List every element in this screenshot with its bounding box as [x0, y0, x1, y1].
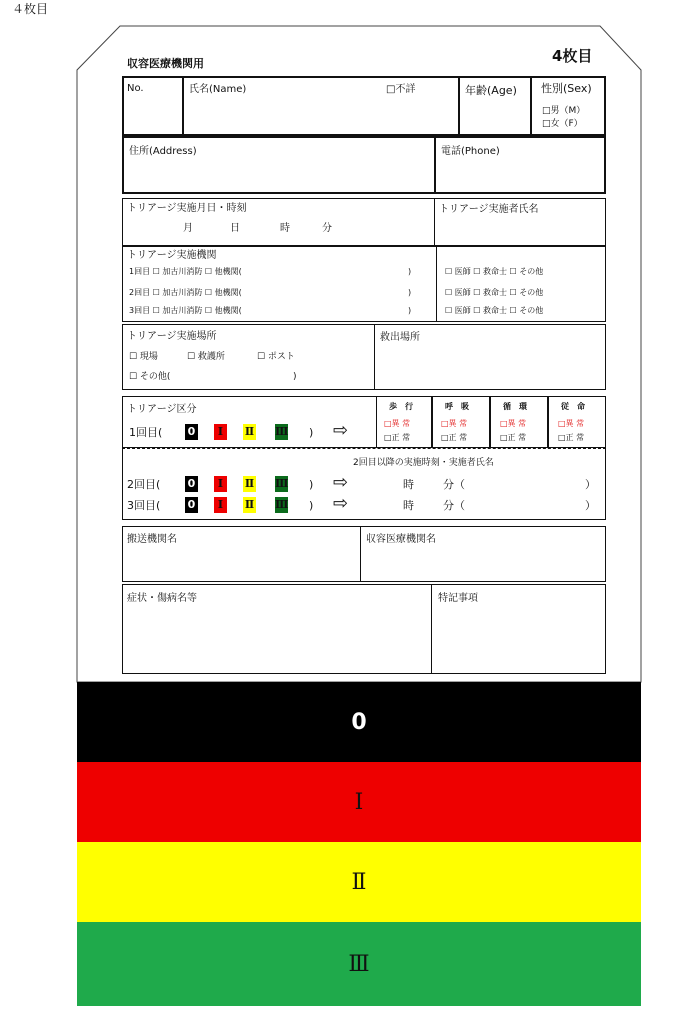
round-1-close: ) [309, 426, 314, 439]
org-row-1-close: ) [408, 267, 412, 276]
round-1-level-1[interactable]: Ⅰ [214, 424, 227, 440]
symptoms-field[interactable] [122, 584, 433, 674]
round-2-label: 2回目( [127, 478, 161, 491]
card-header: 収容医療機関用 [127, 57, 204, 70]
name-label: 氏名(Name) [189, 84, 247, 95]
later-rounds-field [122, 448, 606, 520]
round-2-hour: 時 [403, 478, 414, 491]
round-2-level-3[interactable]: Ⅲ [275, 477, 289, 490]
vital-walk-title: 歩 行 [389, 402, 413, 411]
role-row-2[interactable]: ☐ 医師 ☐ 救命士 ☐ その他 [445, 288, 544, 297]
phone-label: 電話(Phone) [441, 146, 500, 157]
age-field[interactable] [458, 76, 532, 136]
org-row-2-close: ) [408, 288, 412, 297]
place-post-checkbox[interactable]: ☐ ポスト [257, 352, 295, 362]
round-1-arrow-icon: ⇨ [333, 420, 349, 441]
round-2-arrow-icon: ⇨ [333, 472, 349, 493]
triage-class-label: トリアージ区分 [127, 404, 197, 415]
band-level-0[interactable]: 0 [77, 682, 641, 762]
vital-obey-normal[interactable]: □正 常 [558, 433, 585, 442]
round-3-minute-close: ） [585, 499, 596, 512]
sex-field [530, 76, 606, 136]
vital-walk [376, 396, 432, 448]
day-unit: 日 [230, 223, 240, 234]
triage-datetime-field[interactable] [122, 198, 436, 246]
later-times-label: 2回目以降の実施時刻・実施者氏名 [353, 458, 494, 468]
female-checkbox[interactable]: □女（F） [542, 119, 583, 129]
unknown-checkbox[interactable]: □不詳 [386, 84, 416, 95]
transport-org-field[interactable] [122, 526, 362, 582]
round-1-label: 1回目( [129, 426, 163, 439]
vital-circulation-normal[interactable]: □正 常 [500, 433, 527, 442]
no-field[interactable] [122, 76, 184, 136]
round-1-level-3[interactable]: Ⅲ [275, 425, 289, 438]
place-other-checkbox[interactable]: ☐ その他( [129, 372, 171, 382]
round-2-level-1[interactable]: Ⅰ [214, 476, 227, 492]
round-3-close: ) [309, 499, 314, 512]
place-aid-station-checkbox[interactable]: ☐ 救護所 [187, 352, 225, 362]
triage-role-field [436, 246, 606, 322]
org-row-1[interactable]: 1回目 ☐ 加古川消防 ☐ 他機関( [129, 267, 242, 276]
notes-field[interactable] [431, 584, 606, 674]
round-3-level-0[interactable]: 0 [185, 497, 198, 513]
band-level-3[interactable]: Ⅲ [77, 922, 641, 1006]
male-checkbox[interactable]: □男（M） [542, 106, 586, 116]
hour-unit: 時 [280, 223, 290, 234]
vital-circulation-title: 循 環 [503, 402, 527, 411]
band-level-1[interactable]: Ⅰ [77, 762, 641, 842]
notes-label: 特記事項 [438, 593, 478, 604]
name-field[interactable] [182, 76, 460, 136]
symptoms-label: 症状・傷病名等 [127, 593, 197, 604]
rescue-place-field[interactable] [374, 324, 606, 390]
vital-breath-abnormal[interactable]: □異 常 [441, 419, 468, 428]
address-label: 住所(Address) [129, 146, 197, 157]
round-3-level-2[interactable]: Ⅱ [244, 498, 255, 511]
round-1-level-2[interactable]: Ⅱ [244, 425, 255, 438]
no-label: No. [127, 83, 144, 94]
round-2-close: ) [309, 478, 314, 491]
triage-class-field [122, 396, 378, 448]
round-2-minute-close: ） [585, 478, 596, 491]
round-3-arrow-icon: ⇨ [333, 493, 349, 514]
vital-breath-normal[interactable]: □正 常 [441, 433, 468, 442]
page-label: ４枚目 [12, 2, 49, 16]
sheet-number: 4枚目 [552, 47, 593, 65]
round-3-level-1[interactable]: Ⅰ [214, 497, 227, 513]
vital-obey-title: 従 命 [561, 402, 585, 411]
vital-obey [548, 396, 606, 448]
month-unit: 月 [183, 223, 193, 234]
round-3-minute: 分（ [443, 499, 465, 512]
vital-walk-abnormal[interactable]: □異 常 [384, 419, 411, 428]
age-label: 年齢(Age) [465, 84, 517, 97]
round-2-minute: 分（ [443, 478, 465, 491]
triage-org-field [122, 246, 438, 322]
band-level-2[interactable]: Ⅱ [77, 842, 641, 922]
phone-field[interactable] [434, 136, 606, 194]
triage-place-field [122, 324, 376, 390]
triage-org-label: トリアージ実施機関 [127, 250, 217, 261]
vital-circulation-abnormal[interactable]: □異 常 [500, 419, 527, 428]
round-3-hour: 時 [403, 499, 414, 512]
round-2-level-2[interactable]: Ⅱ [244, 477, 255, 490]
triage-person-field[interactable] [434, 198, 606, 246]
address-field[interactable] [122, 136, 436, 194]
triage-datetime-label: トリアージ実施月日・時刻 [127, 203, 247, 214]
vital-walk-normal[interactable]: □正 常 [384, 433, 411, 442]
vital-circulation [490, 396, 548, 448]
triage-person-label: トリアージ実施者氏名 [439, 204, 539, 215]
triage-place-label: トリアージ実施場所 [127, 331, 217, 342]
place-scene-checkbox[interactable]: ☐ 現場 [129, 352, 158, 362]
transport-org-label: 搬送機関名 [127, 534, 177, 545]
org-row-3[interactable]: 3回目 ☐ 加古川消防 ☐ 他機関( [129, 306, 242, 315]
round-3-label: 3回目( [127, 499, 161, 512]
org-row-2[interactable]: 2回目 ☐ 加古川消防 ☐ 他機関( [129, 288, 242, 297]
role-row-1[interactable]: ☐ 医師 ☐ 救命士 ☐ その他 [445, 267, 544, 276]
receiving-org-label: 収容医療機関名 [366, 534, 436, 545]
vital-breath-title: 呼 吸 [445, 402, 469, 411]
sex-label: 性別(Sex) [541, 82, 592, 95]
round-3-level-3[interactable]: Ⅲ [275, 498, 289, 511]
minute-unit: 分 [322, 223, 332, 234]
place-other-close: ) [293, 372, 297, 382]
round-2-level-0[interactable]: 0 [185, 476, 198, 492]
org-row-3-close: ) [408, 306, 412, 315]
rescue-place-label: 救出場所 [380, 332, 420, 343]
round-1-level-0[interactable]: 0 [185, 424, 198, 440]
receiving-org-field[interactable] [360, 526, 606, 582]
vital-breath [432, 396, 490, 448]
vital-obey-abnormal[interactable]: □異 常 [558, 419, 585, 428]
role-row-3[interactable]: ☐ 医師 ☐ 救命士 ☐ その他 [445, 306, 544, 315]
